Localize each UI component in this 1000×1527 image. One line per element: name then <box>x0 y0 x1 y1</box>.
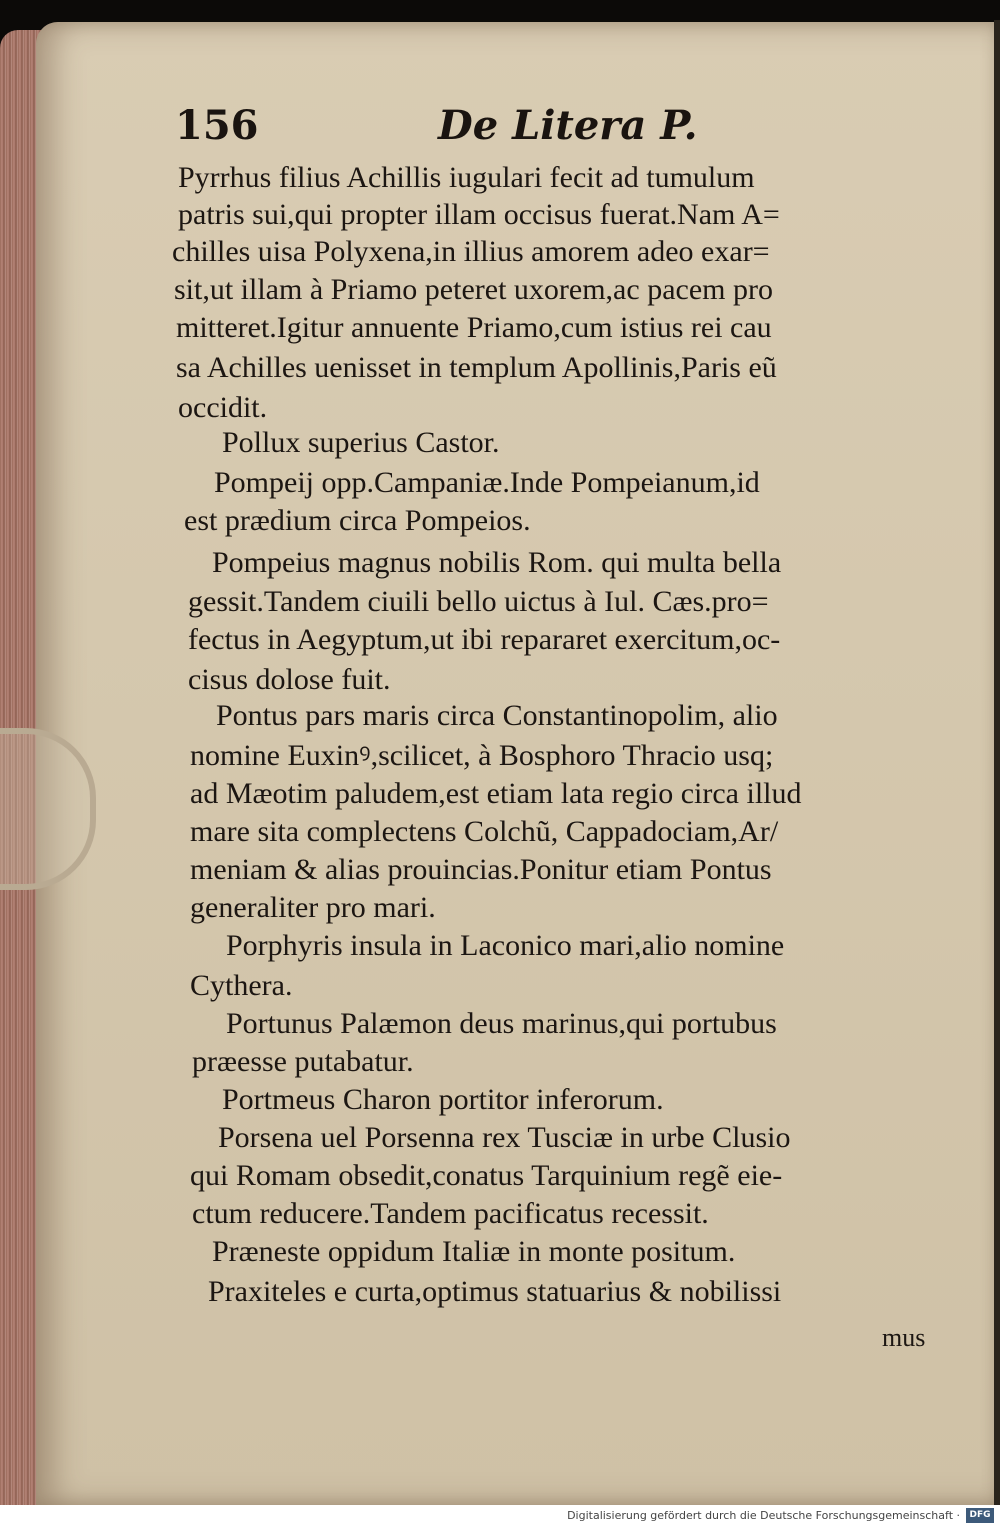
text-line: Pompeius magnus nobilis Rom. qui multa bella <box>212 546 782 579</box>
text-line: gessit.Tandem ciuili bello uictus à Iul. Cæs.pro= <box>188 585 769 618</box>
text-line: ad Mæotim paludem,est etiam lata regio circa illud <box>190 777 802 810</box>
dfg-logo: DFG <box>966 1508 994 1523</box>
text-line: Pompeij opp.Campaniæ.Inde Pompeianum,id <box>214 466 760 499</box>
text-line: est prædium circa Pompeios. <box>184 504 531 537</box>
running-head: De Litera P. <box>438 102 698 149</box>
text-line: præesse putabatur. <box>192 1045 414 1078</box>
text-line: Præneste oppidum Italiæ in monte positum. <box>212 1235 736 1268</box>
text-line: patris sui,qui propter illam occisus fuerat.Nam A= <box>178 198 780 231</box>
page-number: 156 <box>175 102 259 149</box>
text-line: generaliter pro mari. <box>190 891 436 924</box>
text-line: occidit. <box>178 391 268 424</box>
footer-bar <box>0 1505 1000 1527</box>
text-line: mare sita complectens Colchũ, Cappadociam,Ar/ <box>190 815 779 848</box>
text-line: Cythera. <box>190 969 293 1002</box>
text-line: mitteret.Igitur annuente Priamo,cum istius rei cau <box>176 311 772 344</box>
page-right-edge <box>994 20 1000 1505</box>
text-line: ctum reducere.Tandem pacificatus recessit. <box>192 1197 709 1230</box>
text-line: Pontus pars maris circa Constantinopolim, alio <box>216 699 778 732</box>
text-line: qui Romam obsedit,conatus Tarquinium regẽ eie- <box>190 1159 783 1192</box>
text-line: cisus dolose fuit. <box>188 663 391 696</box>
text-line: Portunus Palæmon deus marinus,qui portubus <box>226 1007 777 1040</box>
text-line: Praxiteles e curta,optimus statuarius & nobilissi <box>208 1275 782 1308</box>
text-line: meniam & alias prouincias.Ponitur etiam Pontus <box>190 853 772 886</box>
catchword: mus <box>882 1323 926 1352</box>
text-line: nomine Euxinꝰ,scilicet, à Bosphoro Thracio usq; <box>190 739 774 772</box>
text-line: chilles uisa Polyxena,in illius amorem adeo exar= <box>172 235 770 268</box>
text-line: Portmeus Charon portitor inferorum. <box>222 1083 664 1116</box>
text-line: Pyrrhus filius Achillis iugulari fecit ad tumulum <box>178 161 755 194</box>
dfg-credit-text: Digitalisierung gefördert durch die Deutsche Forschungsgemeinschaft · <box>567 1509 960 1522</box>
text-line: sit,ut illam à Priamo peteret uxorem,ac pacem pro <box>174 273 773 306</box>
text-line: sa Achilles uenisset in templum Apollinis,Paris eũ <box>176 351 777 384</box>
text-line: fectus in Aegyptum,ut ibi repararet exercitum,oc- <box>188 623 781 656</box>
text-line: Porsena uel Porsenna rex Tusciæ in urbe Clusio <box>218 1121 791 1154</box>
text-line: Porphyris insula in Laconico mari,alio nomine <box>226 929 785 962</box>
text-line: Pollux superius Castor. <box>222 426 500 459</box>
